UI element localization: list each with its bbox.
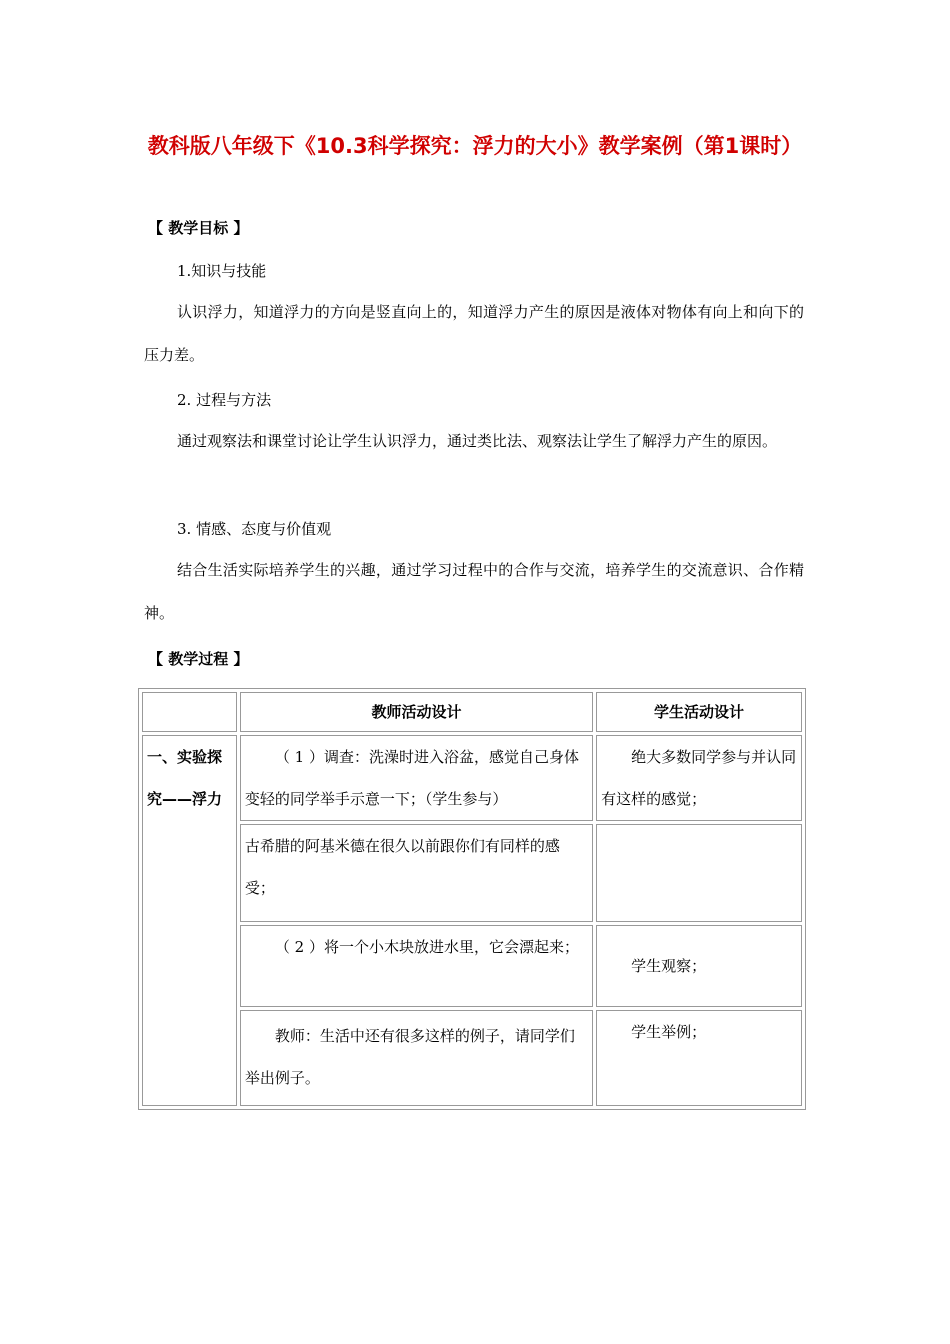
process-table — [138, 688, 806, 1110]
student-cell: 学生举例； — [596, 1010, 802, 1106]
table-header-row — [142, 692, 802, 732]
header-teacher: 教师活动设计 — [240, 692, 593, 732]
goal-1-text: 认识浮力，知道浮力的方向是竖直向上的，知道浮力产生的原因是液体对物体有向上和向下的压力差。 — [144, 303, 804, 364]
student-cell: 学生观察； — [596, 925, 802, 1007]
teacher-cell: （ 2 ）将一个小木块放进水里，它会漂起来； — [240, 925, 593, 1007]
teacher-cell: 教师：生活中还有很多这样的例子，请同学们举出例子。 — [240, 1010, 593, 1106]
table-row — [142, 824, 802, 922]
header-cell-empty — [142, 692, 237, 732]
goals-heading: 【 教学目标 】 — [148, 219, 249, 237]
goal-2-text: 通过观察法和课堂讨论让学生认识浮力，通过类比法、观察法让学生了解浮力产生的原因。 — [177, 432, 778, 450]
table-row — [142, 1010, 802, 1106]
goal-3-label: 3. 情感、态度与价值观 — [177, 520, 332, 538]
table-row — [142, 925, 802, 1007]
student-cell: 绝大多数同学参与并认同有这样的感觉； — [596, 735, 802, 821]
header-student: 学生活动设计 — [596, 692, 802, 732]
goal-3-text: 结合生活实际培养学生的兴趣，通过学习过程中的合作与交流，培养学生的交流意识、合作精神。 — [144, 561, 804, 622]
table-row — [142, 735, 802, 821]
teacher-cell: （ 1 ）调查：洗澡时进入浴盆，感觉自己身体变轻的同学举手示意一下；（学生参与） — [240, 735, 593, 821]
process-heading: 【 教学过程 】 — [148, 650, 249, 668]
teacher-cell: 古希腊的阿基米德在很久以前跟你们有同样的感受； — [240, 824, 593, 922]
document-title: 教科版八年级下《10.3科学探究：浮力的大小》教学案例（第1课时） — [147, 134, 803, 158]
goal-2-label: 2. 过程与方法 — [177, 391, 272, 409]
student-cell — [596, 824, 802, 922]
stage-cell: 一、实验探究——浮力 — [142, 735, 237, 1106]
goal-1-label: 1.知识与技能 — [177, 262, 267, 280]
